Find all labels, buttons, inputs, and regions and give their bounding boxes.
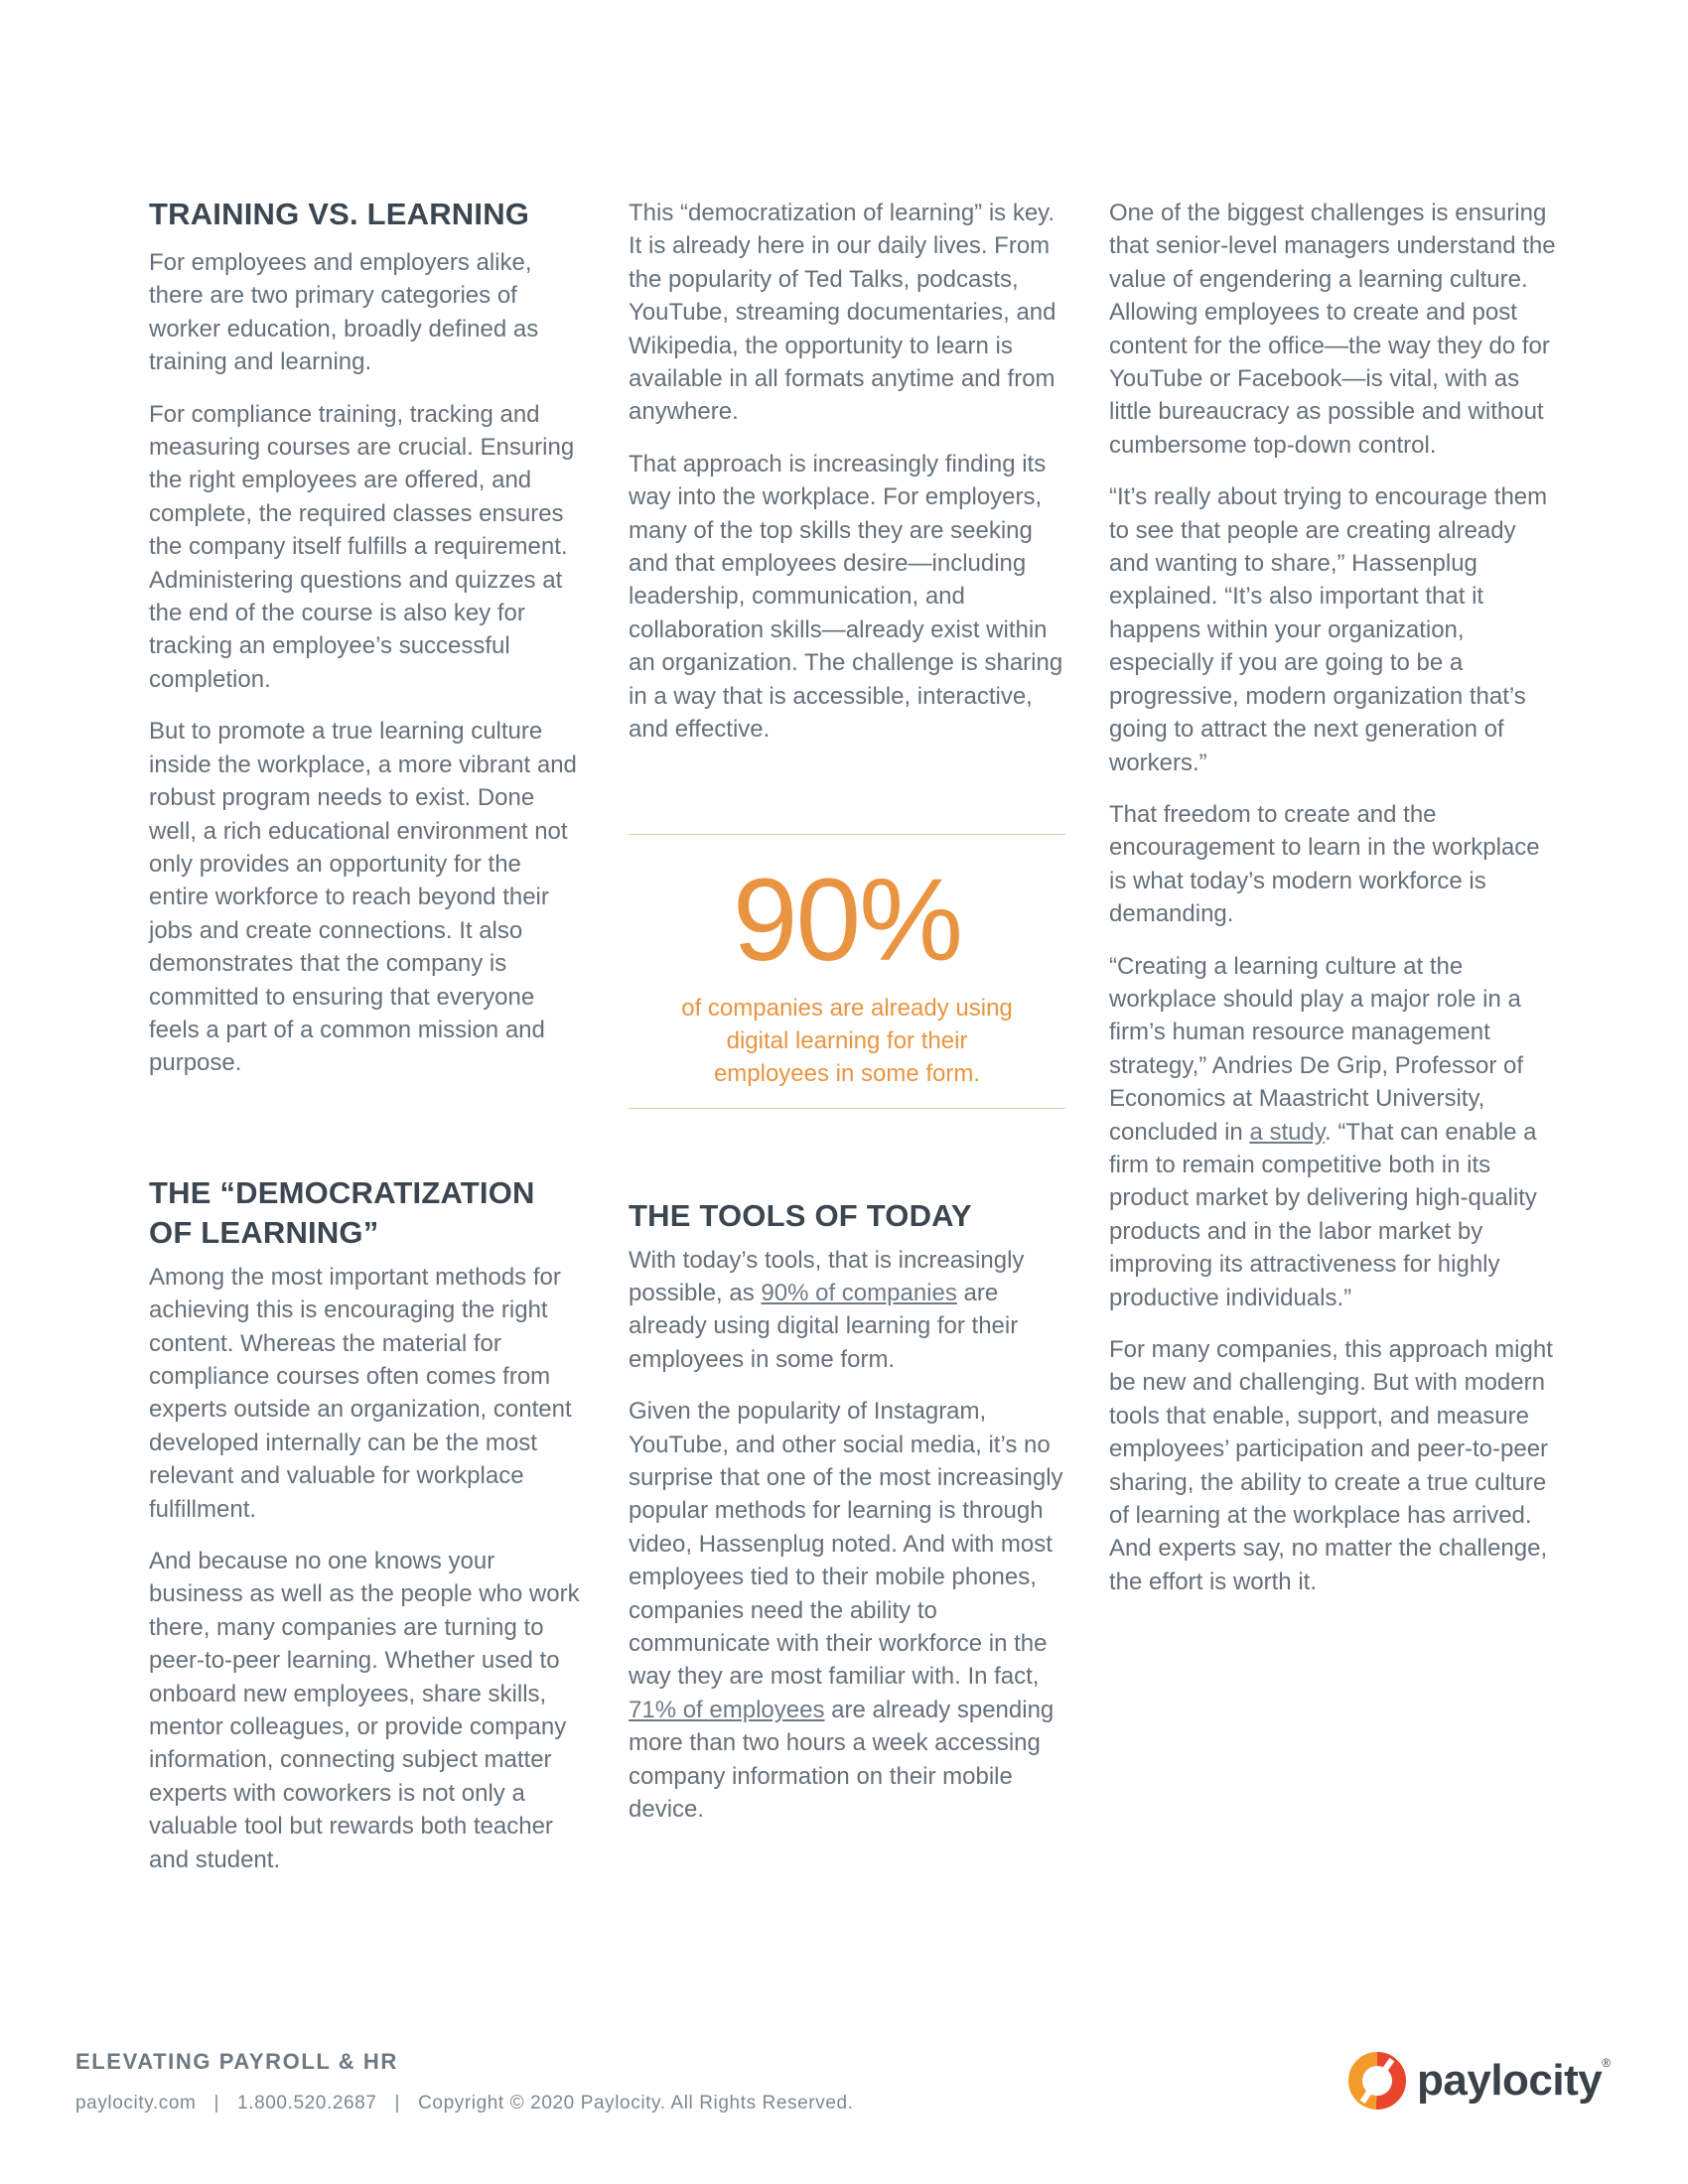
paragraph: And because no one knows your business as well as the people who work there, many companies are turning to peer-to-peer learning. Whether used to onboard new employees, share skills, mentor colleagues, or provide company information, connecting subject matter experts with coworkers is not only a valuable tool but rewards both teacher and student. — [149, 1548, 580, 1873]
footer-website: paylocity.com — [75, 2093, 197, 2114]
heading-training-vs-learning: TRAINING VS. LEARNING — [149, 197, 530, 231]
paragraph: This “democratization of learning” is key. It is already here in our daily lives. From the popularity of Ted Talks, podcasts, YouTube, streaming documentaries, and Wikipedia, the opportunity to learn is available in all formats anytime and from anywhere. — [629, 200, 1056, 426]
column-3 — [1109, 197, 1556, 1598]
logo-text: paylocity — [1417, 2056, 1603, 2105]
link-90-percent-companies[interactable]: 90% of companies — [761, 1279, 957, 1306]
heading-democratization: THE “DEMOCRATIZATION OF LEARNING” — [149, 1174, 535, 1250]
text-run: are already using digital learning for their employees in some form. — [629, 1279, 1019, 1373]
link-a-study[interactable]: a study — [1249, 1118, 1326, 1146]
stat-description: of companies are already using digital learning for their employees in some form. — [681, 994, 1013, 1087]
footer-contact-line — [75, 2093, 854, 2115]
paragraph — [1109, 950, 1556, 1314]
paragraph — [629, 1395, 1065, 1826]
link-71-percent-employees[interactable]: 71% of employees — [629, 1696, 825, 1723]
footer-copyright: Copyright © 2020 Paylocity. All Rights Reserved. — [418, 2093, 854, 2114]
heading-tools-of-today: THE TOOLS OF TODAY — [629, 1197, 972, 1233]
column-1 — [149, 195, 581, 1876]
footer-separator: | — [394, 2093, 401, 2114]
paragraph: Among the most important methods for achieving this is encouraging the right content. Whereas the material for compliance courses often comes from experts outside an organization, content developed internally can be the most relevant and valuable for workplace fulfillment. — [149, 1263, 572, 1523]
text-run: are already spending more than two hours a week accessing company information on their mobile device. — [629, 1696, 1055, 1823]
paylocity-wordmark — [1417, 2056, 1611, 2106]
paragraph: That freedom to create and the encouragement to learn in the workplace is what today’s modern workforce is demanding. — [1109, 800, 1540, 928]
text-run: With today’s tools, that is increasingly possible, as — [629, 1246, 1025, 1306]
paragraph: For many companies, this approach might be new and challenging. But with modern tools that enable, support, and measure employees’ participation and peer-to-peer sharing, the ability to create a true culture of learning at the workplace has arrived. And experts say, no matter the challenge, the effort is worth it. — [1109, 1336, 1553, 1595]
paragraph — [629, 1244, 1065, 1377]
text-run: . “That can enable a firm to remain competitive both in its product market by delivering high-quality products and in the labor market by improving its attractiveness for highly productive individuals.” — [1109, 1118, 1537, 1311]
registered-mark: ® — [1602, 2056, 1611, 2070]
text-run: “Creating a learning culture at the workplace should play a major role in a firm’s human resource management strategy,” Andries De Grip, Professor of Economics at Maastricht University, concluded in — [1109, 952, 1524, 1146]
footer-tagline: ELEVATING PAYROLL & HR — [75, 2049, 398, 2074]
paragraph: For compliance training, tracking and measuring courses are crucial. Ensuring the right employees are offered, and complete, the required classes ensures the company itself fulfills a requirement. Administering questions and quizzes at the end of the course is also key for tracking an employee’s successful completion. — [149, 400, 575, 693]
paragraph: For employees and employers alike, there are two primary categories of worker education, broadly defined as training and learning. — [149, 249, 539, 376]
paragraph: That approach is increasingly finding its way into the workplace. For employers, many of the top skills they are seeking and that employees desire—including leadership, communication, and collaboration skills—already exist within an organization. The challenge is sharing in a way that is accessible, interactive, and effective. — [629, 450, 1063, 744]
footer-separator: | — [213, 2093, 220, 2114]
stat-number: 90% — [732, 854, 962, 986]
stat-callout — [629, 834, 1065, 1109]
text-run: Given the popularity of Instagram, YouTube, and other social media, it’s no surprise that one of the most increasingly popular methods for learning is through video, Hassenplug noted. And with most employees tied to their mobile phones, companies need the ability to communicate with their workforce in the way they are most familiar with. In fact, — [629, 1398, 1063, 1691]
paragraph: “It’s really about trying to encourage them to see that people are creating already and wanting to share,” Hassenplug explained. “It’s also important that it happens within your organization, especially if you are going to be a progressive, modern organization that’s going to attract the next generation of workers.” — [1109, 483, 1548, 776]
paylocity-logo — [1347, 2051, 1611, 2111]
footer-phone: 1.800.520.2687 — [237, 2093, 377, 2114]
paylocity-logo-icon — [1347, 2051, 1407, 2111]
paragraph: But to promote a true learning culture inside the workplace, a more vibrant and robust program needs to exist. Done well, a rich educational environment not only provides an opportunity for the entire workforce to reach beyond their jobs and create connections. It also demonstrates that the company is committed to ensuring that everyone feels a part of a common mission and purpose. — [149, 718, 577, 1077]
paragraph: One of the biggest challenges is ensuring that senior-level managers understand the value of engendering a learning culture. Allowing employees to create and post content for the office—the way they do for YouTube or Facebook—is vital, with as little bureaucracy as possible and without cumbersome top-down control. — [1109, 200, 1556, 459]
column-2 — [629, 197, 1065, 1826]
